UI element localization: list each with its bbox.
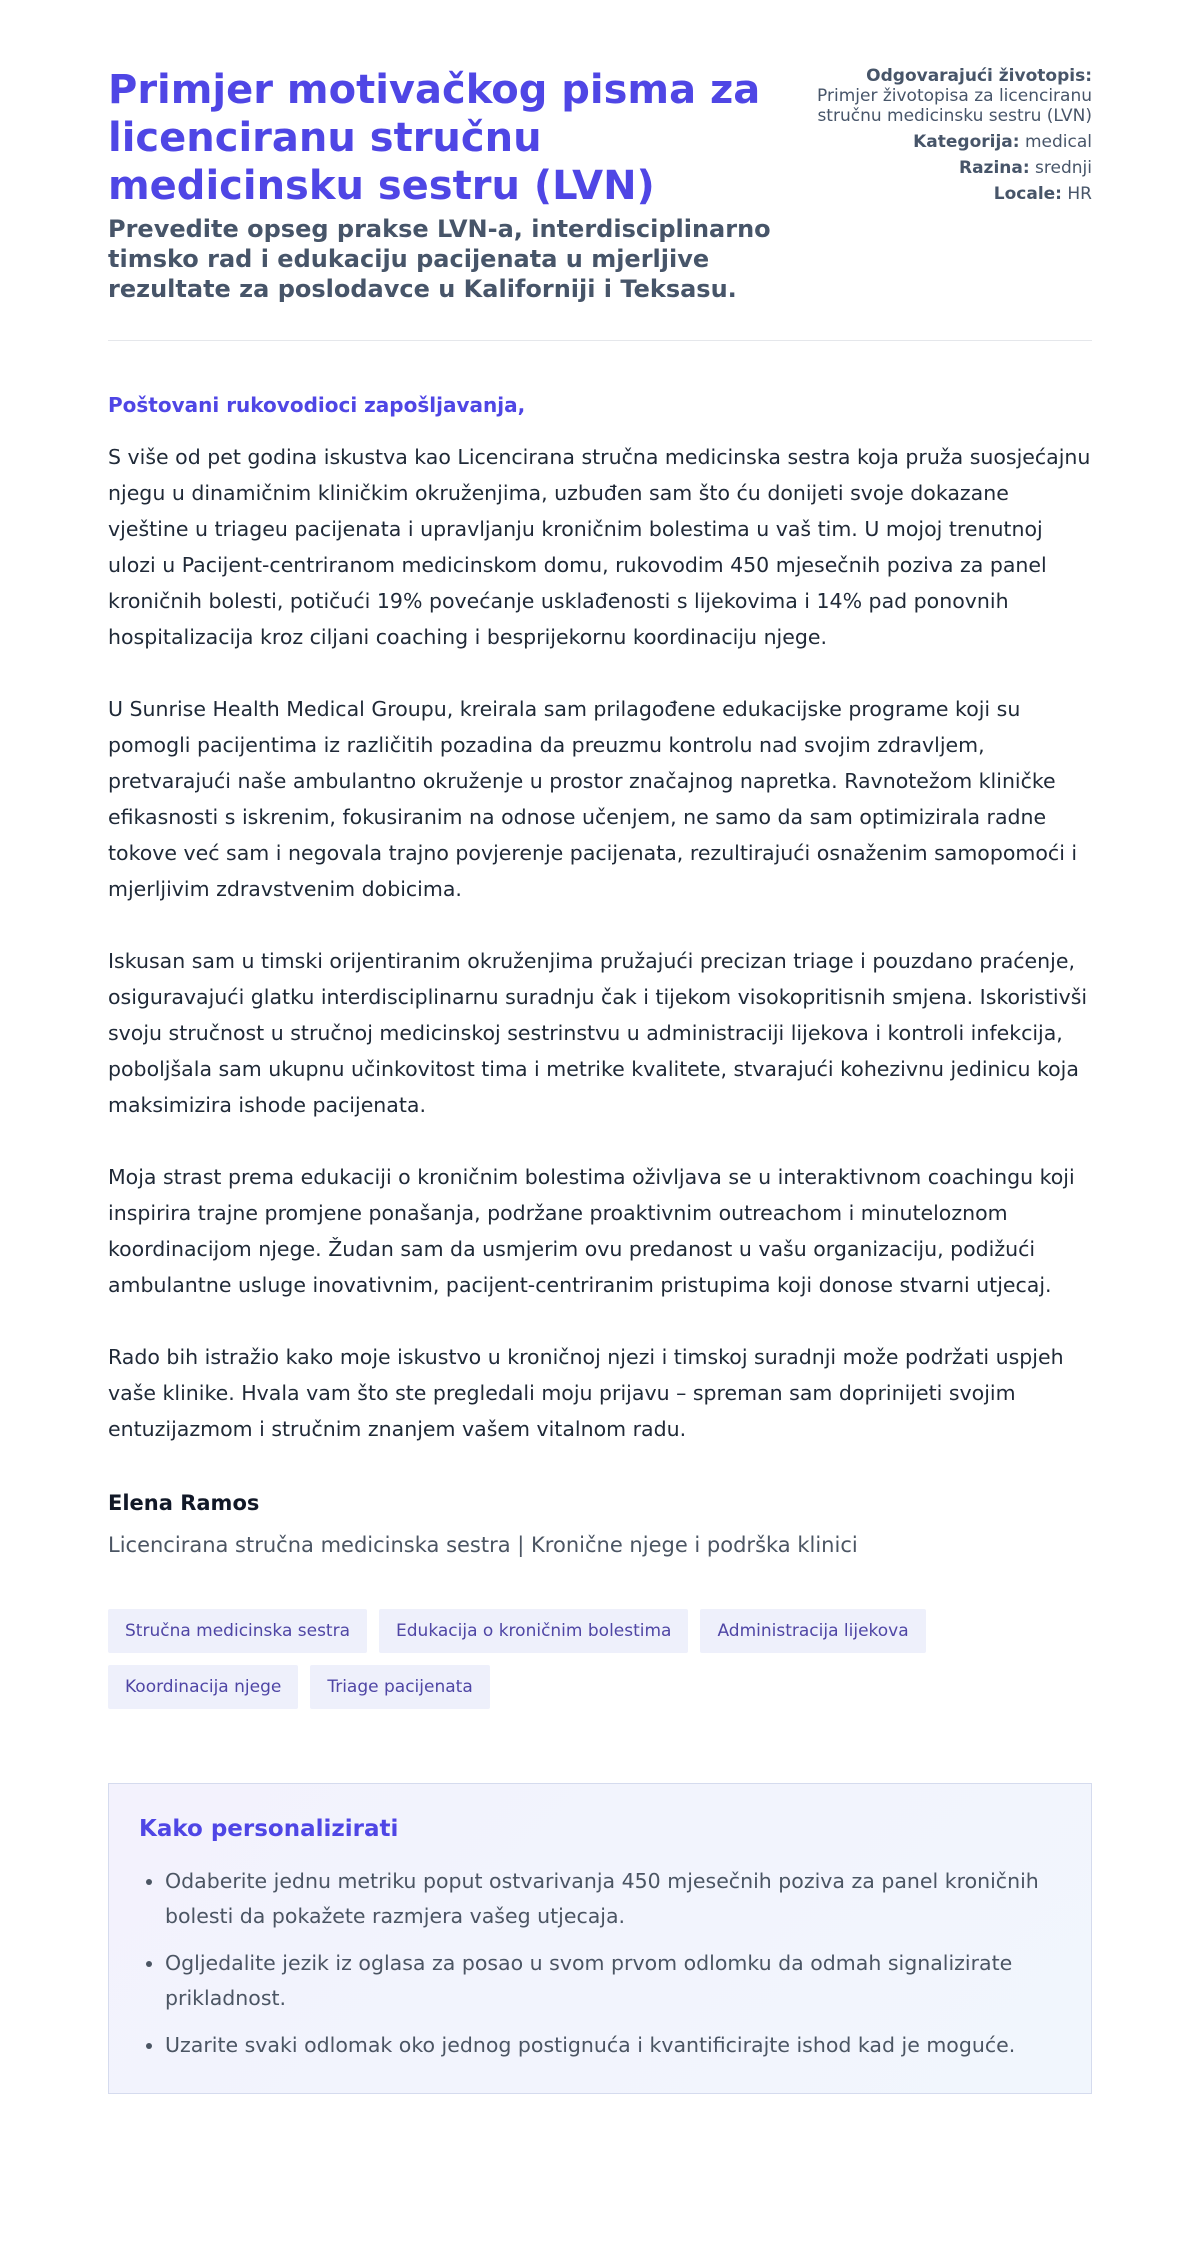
meta-resume-link[interactable]: Primjer životopisa za licenciranu stručnu medicinsku sestru (LVN): [817, 86, 1092, 126]
tips-list: [139, 1864, 1061, 2063]
skill-tag: Edukacija o kroničnim bolestima: [379, 1609, 688, 1653]
page-title: Primjer motivačkog pisma za licenciranu stručnu medicinsku sestru (LVN): [108, 67, 761, 209]
tip-item: • Uzarite svaki odlomak oko jednog postignuća i kvantificirajte ishod kad je moguće.: [165, 2028, 1061, 2063]
signature-role: Licencirana stručna medicinska sestra | Kronične njege i podrška klinici: [108, 1533, 858, 1557]
skill-tag: Administracija lijekova: [700, 1609, 925, 1653]
letter-paragraph: Moja strast prema edukaciji o kroničnim bolestima oživljava se u interaktivnom coachingu koji inspirira trajne promjene ponašanja, podržane proaktivnim outreachom i minuteloznom koordinacijom njege. Žudan sam da usmjerim ovu predanost u vašu organizaciju, podižući ambulantne usluge inovativnim, pacijent-centriranim pristupima koji donose stvarni utjecaj.: [108, 1165, 1075, 1297]
signature-block: [108, 1489, 1092, 1559]
letter-paragraph: S više od pet godina iskustva kao Licencirana stručna medicinska sestra koja pruža suosjećajnu njegu u dinamičnim kliničkim okruženjima, uzbuđen sam što ću donijeti svoje dokazane vještine u triageu pacijenata i upravljanju kroničnim bolestima u vaš tim. U mojoj trenutnoj ulozi u Pacijent-centriranom medicinskom domu, rukovodim 450 mjesečnih poziva za panel kroničnih bolesti, potičući 19% povećanje usklađenosti s lijekovima i 14% pad ponovnih hospitalizacija kroz ciljani coaching i besprijekornu koordinaciju njege.: [108, 445, 1091, 649]
signature-name: Elena Ramos: [108, 1491, 260, 1515]
skill-tag: Stručna medicinska sestra: [108, 1609, 367, 1653]
skill-tag: Koordinacija njege: [108, 1665, 298, 1709]
skill-tag: Triage pacijenata: [310, 1665, 489, 1709]
personalize-tips-box: [108, 1783, 1092, 2094]
page-subtitle: Prevedite opseg prakse LVN-a, interdisciplinarno timsko rad i edukaciju pacijenata u mjerljive rezultate za poslodavce u Kaliforniji i Teksasu.: [108, 215, 771, 303]
meta-category: [792, 132, 1092, 152]
meta-category-label: Kategorija:: [913, 132, 1020, 152]
meta-resume: [792, 66, 1092, 126]
meta-level-value: srednji: [1035, 158, 1092, 178]
meta-locale: [792, 184, 1092, 204]
meta-panel: [792, 66, 1092, 210]
meta-resume-label: Odgovarajući životopis:: [866, 66, 1092, 86]
meta-locale-label: Locale:: [993, 184, 1062, 204]
letter-body: [108, 439, 1092, 1447]
tip-item: • Ogljedalite jezik iz oglasa za posao u svom prvom odlomku da odmah signalizirate prikladnost.: [165, 1946, 1061, 2016]
page-header: [108, 0, 1092, 341]
letter-paragraph: U Sunrise Health Medical Groupu, kreirala sam prilagođene edukacijske programe koji su pomogli pacijentima iz različitih pozadina da preuzmu kontrolu nad svojim zdravljem, pretvarajući naše ambulantno okruženje u prostor značajnog napretka. Ravnotežom kliničke efikasnosti s iskrenim, fokusiranim na odnose učenjem, ne samo da sam optimizirala radne tokove već sam i negovala trajno povjerenje pacijenata, rezultirajući osnaženim samopomoći i mjerljivim zdravstvenim dobicima.: [108, 697, 1078, 901]
meta-locale-value: HR: [1067, 184, 1092, 204]
title-block: [108, 66, 788, 304]
letter-greeting: Poštovani rukovodioci zapošljavanja,: [108, 393, 526, 417]
meta-level: [792, 158, 1092, 178]
tips-title: Kako personalizirati: [139, 1816, 399, 1842]
meta-level-label: Razina:: [958, 158, 1030, 178]
meta-category-value: medical: [1024, 132, 1092, 152]
tip-item: • Odaberite jednu metriku poput ostvarivanja 450 mjesečnih poziva za panel kroničnih bolesti da pokažete razmjera vašeg utjecaja.: [165, 1864, 1061, 1934]
letter-paragraph: Rado bih istražio kako moje iskustvo u kroničnoj njezi i timskoj suradnji može podržati uspjeh vaše klinike. Hvala vam što ste pregledali moju prijavu – spreman sam doprinijeti svojim entuzijazmom i stručnim znanjem vašem vitalnom radu.: [108, 1345, 1064, 1441]
letter-paragraph: Iskusan sam u timski orijentiranim okruženjima pružajući precizan triage i pouzdano praćenje, osiguravajući glatku interdisciplinarnu suradnju čak i tijekom visokopritisnih smjena. Iskoristivši svoju stručnost u stručnoj medicinskoj sestrinstvu u administraciji lijekova i kontroli infekcija, poboljšala sam ukupnu učinkovitost tima i metrike kvalitete, stvarajući kohezivnu jedinicu koja maksimizira ishode pacijenata.: [108, 949, 1088, 1117]
skill-tags: [108, 1609, 1008, 1709]
